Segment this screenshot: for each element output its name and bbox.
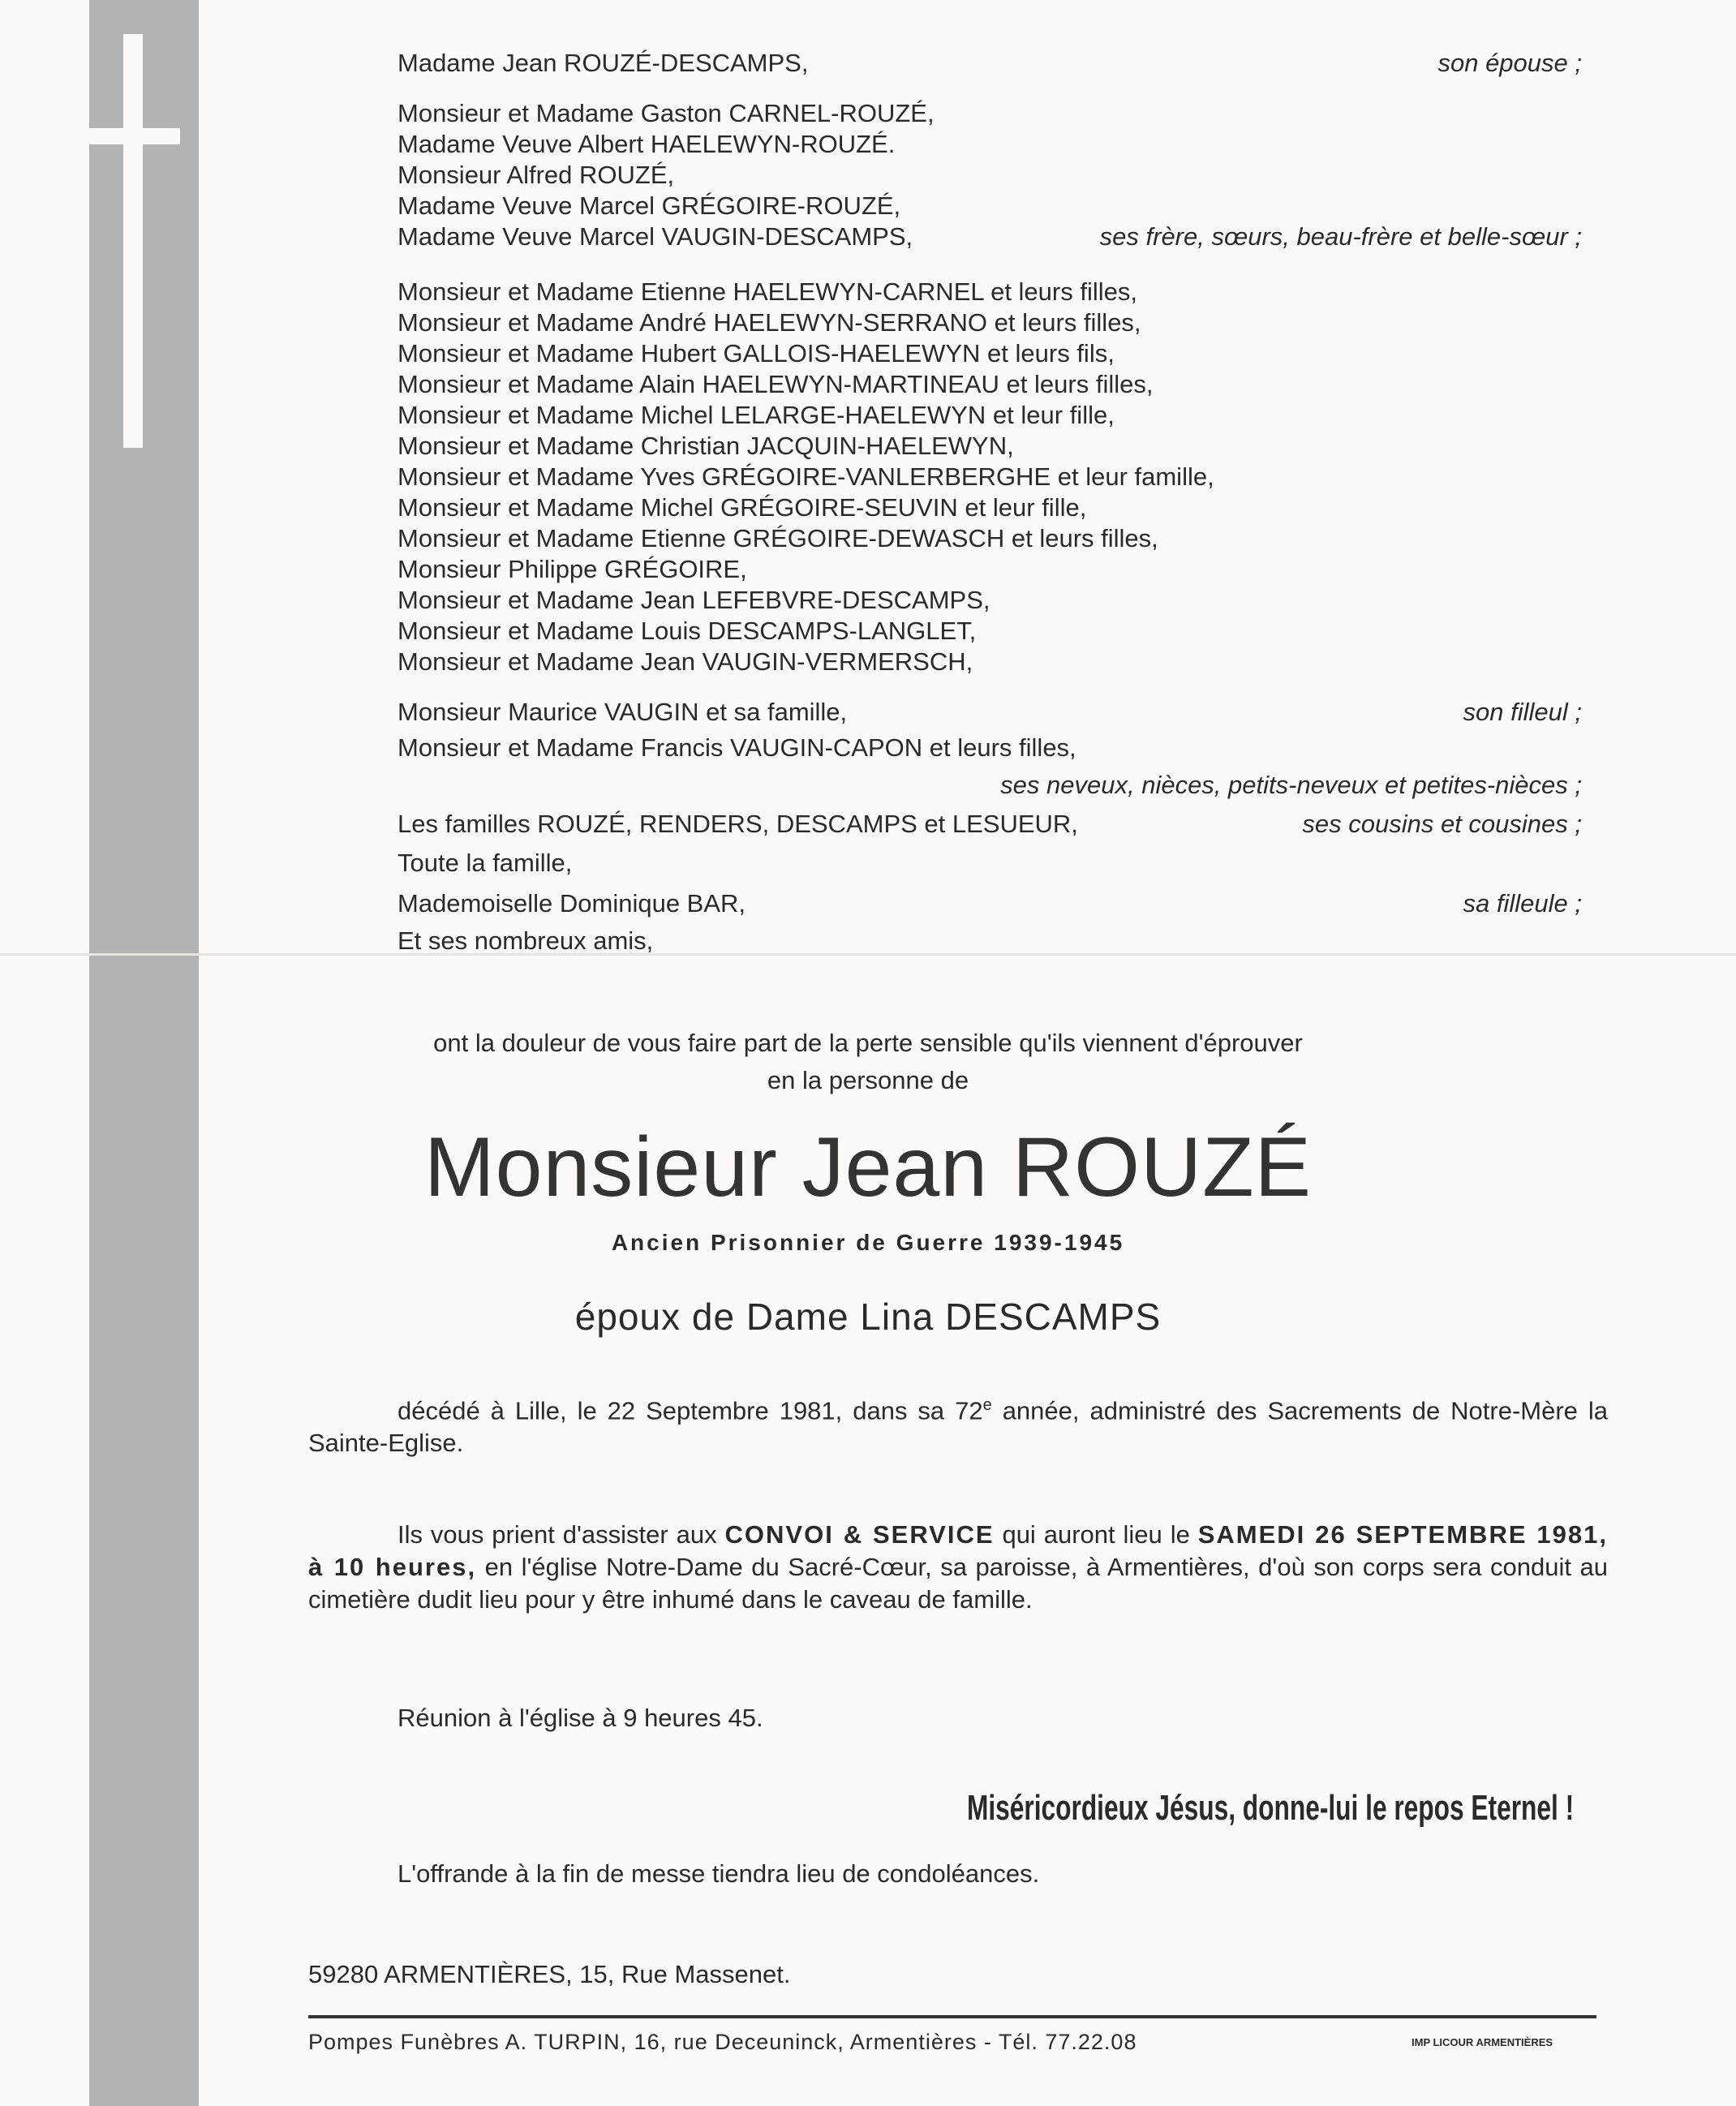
reunion-line: Réunion à l'église à 9 heures 45. [397, 1704, 763, 1732]
family-row-name: Madame Veuve Albert HAELEWYN-ROUZÉ. [397, 130, 896, 158]
family-row [397, 222, 1582, 251]
family-row [397, 161, 1582, 190]
family-row-name: Madame Veuve Marcel VAUGIN-DESCAMPS, [397, 222, 913, 251]
family-row-name: Monsieur et Madame Francis VAUGIN-CAPON et leurs filles, [397, 733, 1076, 762]
family-row-name: Monsieur et Madame Gaston CARNEL-ROUZÉ, [397, 99, 935, 127]
family-row [397, 308, 1582, 337]
family-row-name: Et ses nombreux amis, [397, 926, 654, 955]
family-row [397, 555, 1582, 584]
footer-rule [308, 2015, 1596, 2018]
printer-mark: IMP LICOUR ARMENTIÈRES [1412, 2036, 1553, 2048]
cross-icon-bar [83, 128, 180, 144]
announce-line-2: en la personne de [767, 1066, 969, 1094]
family-row-name: Monsieur Alfred ROUZÉ, [397, 161, 675, 189]
family-row-relation: ses cousins et cousines ; [1302, 810, 1582, 838]
family-row [397, 339, 1582, 368]
family-row-relation: son épouse ; [1437, 49, 1582, 77]
family-row [397, 733, 1582, 763]
family-row-name: Monsieur Philippe GRÉGOIRE, [397, 555, 747, 583]
family-row-name: Monsieur et Madame Louis DESCAMPS-LANGLET, [397, 617, 977, 645]
family-row-name: Les familles ROUZÉ, RENDERS, DESCAMPS et LESUEUR, [397, 810, 1078, 838]
family-row [397, 99, 1582, 128]
family-row [397, 698, 1582, 727]
family-row [397, 370, 1582, 399]
deceased-name: Monsieur Jean ROUZÉ [423, 1120, 1313, 1214]
family-row-name: Monsieur et Madame André HAELEWYN-SERRANO et leurs filles, [397, 308, 1141, 337]
family-row-name: Monsieur et Madame Alain HAELEWYN-MARTINEAU et leurs filles, [397, 370, 1154, 398]
family-row [397, 586, 1582, 615]
family-row-name: Monsieur et Madame Michel GRÉGOIRE-SEUVIN et leur fille, [397, 493, 1087, 522]
cross-icon [123, 34, 143, 448]
family-row-name: Monsieur et Madame Michel LELARGE-HAELEWYN et leur fille, [397, 401, 1115, 429]
family-row-relation: ses frère, sœurs, beau-frère et belle-sœur ; [1099, 222, 1582, 251]
announce-line-1: ont la douleur de vous faire part de la perte sensible qu'ils viennent d'éprouver [433, 1029, 1303, 1057]
deceased-title: Ancien Prisonnier de Guerre 1939-1945 [611, 1230, 1125, 1255]
prayer-line: Miséricordieux Jésus, donne-lui le repos Eternel ! [966, 1788, 1574, 1828]
death-paragraph: décédé à Lille, le 22 Septembre 1981, dans sa 72e année, administré des Sacrements de Notre-Mère la Sainte-Eglise. [308, 1396, 1609, 1458]
family-row [397, 462, 1582, 492]
family-row-relation: son filleul ; [1463, 698, 1582, 726]
family-row-name: Monsieur et Madame Etienne GRÉGOIRE-DEWASCH et leurs filles, [397, 524, 1158, 552]
family-row [397, 49, 1582, 78]
family-row [397, 130, 1582, 159]
family-row-name: Monsieur et Madame Yves GRÉGOIRE-VANLERBERGHE et leur famille, [397, 462, 1214, 491]
family-row-name: Madame Jean ROUZÉ-DESCAMPS, [397, 49, 809, 77]
family-row [397, 926, 1582, 956]
footer-funeral-home: Pompes Funèbres A. TURPIN, 16, rue Deceuninck, Armentières - Tél. 77.22.08 [308, 2030, 1137, 2054]
family-row [397, 493, 1582, 522]
family-row [397, 401, 1582, 430]
family-row [397, 849, 1582, 878]
family-row-relation: ses neveux, nièces, petits-neveux et petites-nièces ; [1000, 771, 1582, 799]
family-row [397, 647, 1582, 677]
family-row [397, 277, 1582, 307]
family-row [397, 810, 1582, 839]
address-line: 59280 ARMENTIÈRES, 15, Rue Massenet. [308, 1960, 791, 1988]
family-row [397, 889, 1582, 918]
offrande-line: L'offrande à la fin de messe tiendra lieu de condoléances. [397, 1859, 1040, 1888]
family-row-name: Mademoiselle Dominique BAR, [397, 889, 746, 918]
family-row-name: Monsieur et Madame Jean VAUGIN-VERMERSCH, [397, 647, 973, 676]
family-row-name: Monsieur et Madame Etienne HAELEWYN-CARNEL et leurs filles, [397, 277, 1137, 306]
family-row [397, 432, 1582, 461]
family-row [397, 617, 1582, 646]
family-row-name: Monsieur et Madame Hubert GALLOIS-HAELEWYN et leurs fils, [397, 339, 1115, 367]
family-row [397, 524, 1582, 553]
family-row-name: Monsieur et Madame Jean LEFEBVRE-DESCAMPS, [397, 586, 990, 614]
family-row-name: Madame Veuve Marcel GRÉGOIRE-ROUZÉ, [397, 191, 901, 220]
family-row-relation: sa filleule ; [1463, 889, 1582, 918]
family-row-name: Monsieur Maurice VAUGIN et sa famille, [397, 698, 848, 726]
deceased-spouse: époux de Dame Lina DESCAMPS [574, 1296, 1162, 1338]
family-row [397, 191, 1582, 221]
family-row-name: Toute la famille, [397, 849, 573, 877]
service-paragraph: Ils vous prient d'assister aux CONVOI & SERVICE qui auront lieu le SAMEDI 26 SEPTEMBRE 1981, à 10 heures, en l'église Notre-Dame du Sacré-Cœur, sa paroisse, à Armentières, d'où son corps sera conduit au cimetière dudit lieu pour y être inhumé dans le caveau de famille. [308, 1520, 1608, 1614]
family-row-name: Monsieur et Madame Christian JACQUIN-HAELEWYN, [397, 432, 1014, 460]
